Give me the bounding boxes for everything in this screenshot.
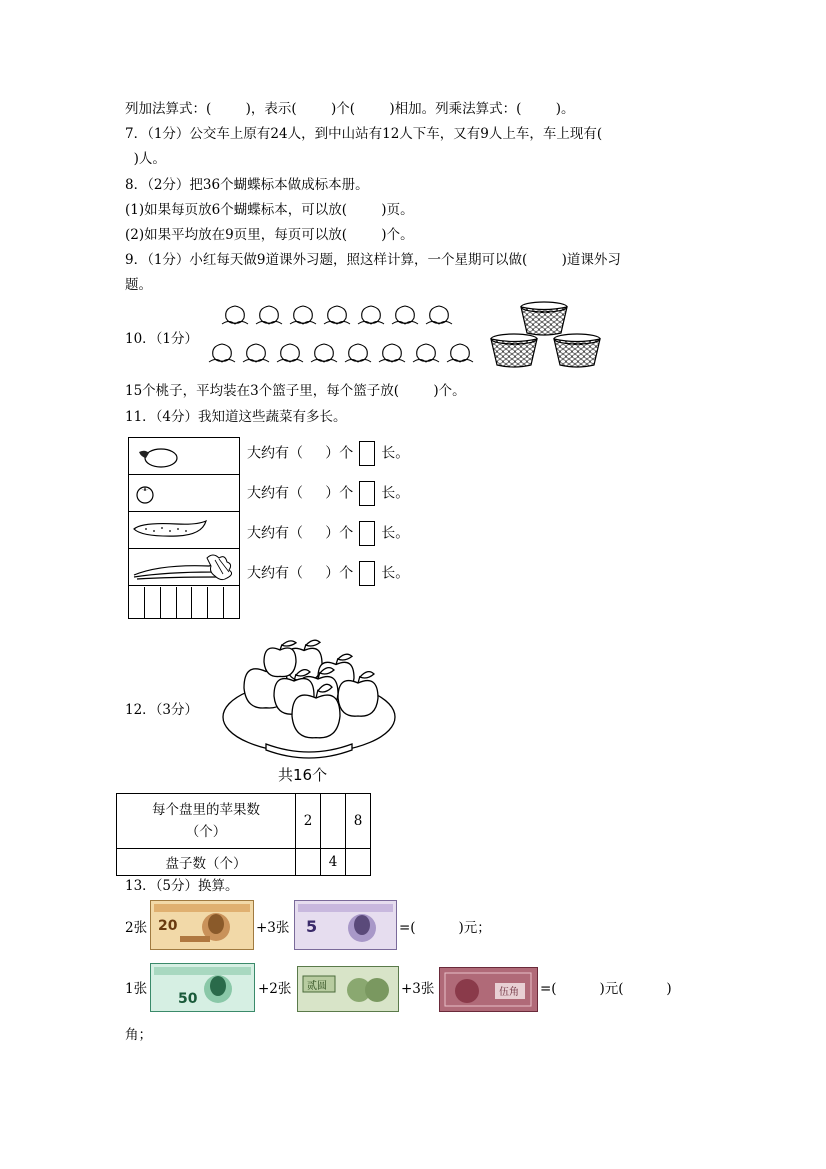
- equals-yuan-jiao: =( )元( ): [540, 981, 672, 997]
- q11-text: 11．（4分）我知道这些蔬菜有多长。: [125, 409, 347, 425]
- banknote-50-yuan-icon: [150, 963, 255, 1012]
- vegetable-length-grid: [128, 437, 240, 619]
- apple-plate-illustration: [218, 632, 400, 764]
- peach-icon: [247, 344, 266, 361]
- apple-icon: [264, 648, 296, 677]
- svg-text:20: 20: [158, 918, 178, 934]
- cucumber-icon: [132, 513, 212, 547]
- peach-icon: [417, 344, 436, 361]
- q6-formula-line: 列加法算式：( )，表示( )个( )相加。列乘法算式：( )。: [125, 101, 575, 117]
- svg-text:贰圆: 贰圆: [307, 981, 327, 992]
- tomato-icon: [133, 476, 163, 510]
- veg-answer-4: 大约有（ ）个 长。: [247, 561, 409, 586]
- peach-icon: [281, 344, 300, 361]
- peach-icon: [213, 344, 232, 361]
- peach-icon: [294, 306, 313, 323]
- peach-icon: [328, 306, 347, 323]
- banknote-5-jiao-icon: [439, 967, 538, 1012]
- row-label-apples-per-plate: 每个盘里的苹果数 （个）: [117, 794, 296, 849]
- svg-text:5: 5: [306, 917, 318, 936]
- money-count-2: 1张: [125, 981, 148, 997]
- peach-icon: [430, 306, 449, 323]
- veg-answer-2: 大约有（ ）个 长。: [247, 481, 409, 506]
- plus-count-3: +3张: [401, 981, 435, 997]
- unit-squares: [129, 587, 239, 618]
- q8-text: 8．（2分）把36个蝴蝶标本做成标本册。: [125, 177, 369, 193]
- peach-row-2: [209, 344, 473, 362]
- veg-answer-3: 大约有（ ）个 长。: [247, 521, 409, 546]
- unit-jiao-text: 角；: [125, 1027, 152, 1043]
- basket-2: [491, 334, 537, 367]
- equals-yuan-1: =( )元；: [399, 920, 491, 936]
- peach-icon: [362, 306, 381, 323]
- table-cell: [296, 849, 321, 876]
- peach-icon: [396, 306, 415, 323]
- tomato-row: [129, 475, 239, 512]
- q9-text: 9．（1分）小红每天做9道课外习题，照这样计算，一个星期可以做( )道课外习: [125, 252, 621, 268]
- peaches-illustration: [205, 300, 475, 372]
- unit-box-icon: [359, 481, 375, 506]
- plus-count-2: +2张: [258, 981, 292, 997]
- q10-text: 15个桃子，平均装在3个篮子里，每个篮子放( )个。: [125, 383, 466, 399]
- basket-3: [554, 334, 600, 367]
- money-count-1: 2张: [125, 920, 148, 936]
- unit-box-icon: [359, 561, 375, 586]
- cucumber-row: [129, 512, 239, 549]
- celery-row: [129, 549, 239, 586]
- q8-part1: (1)如果每页放6个蝴蝶标本，可以放( )页。: [125, 202, 414, 218]
- peach-icon: [315, 344, 334, 361]
- table-cell: 8: [346, 794, 371, 849]
- peach-icon: [349, 344, 368, 361]
- table-cell: 4: [321, 849, 346, 876]
- basket-1: [521, 302, 567, 335]
- row-label-plates: 盘子数（个）: [117, 849, 296, 876]
- q7-text: 7．（1分）公交车上原有24人，到中山站有12人下车，又有9人上车，车上现有(: [125, 126, 603, 142]
- veg-answer-1: 大约有（ ）个 长。: [247, 441, 409, 466]
- unit-box-icon: [359, 441, 375, 466]
- peach-icon: [383, 344, 402, 361]
- banknote-20-yuan-icon: [150, 900, 254, 950]
- peach-icon: [260, 306, 279, 323]
- peach-row-1: [222, 306, 452, 324]
- celery-icon: [131, 550, 239, 584]
- q12-label: 12．（3分）: [125, 702, 199, 718]
- unit-box-icon: [359, 521, 375, 546]
- q7-text-cont: )人。: [125, 151, 166, 167]
- apple-table: [116, 793, 371, 876]
- eggplant-icon: [133, 439, 193, 473]
- table-cell: [346, 849, 371, 876]
- apple-icon: [338, 681, 378, 717]
- baskets-illustration: [488, 300, 618, 375]
- svg-text:50: 50: [178, 991, 198, 1007]
- table-cell: [321, 794, 346, 849]
- plus-count-1: +3张: [256, 920, 290, 936]
- banknote-2-yuan-icon: [297, 966, 399, 1012]
- peach-icon: [226, 306, 245, 323]
- q13-text: 13．（5分）换算。: [125, 878, 239, 894]
- table-cell: 2: [296, 794, 321, 849]
- q9-text-cont: 题。: [125, 277, 152, 293]
- svg-text:伍角: 伍角: [499, 987, 519, 998]
- peach-icon: [451, 344, 470, 361]
- eggplant-row: [129, 438, 239, 475]
- apple-total-caption: 共16个: [278, 766, 328, 784]
- apple-icon: [292, 695, 340, 738]
- q8-part2: (2)如果平均放在9页里，每页可以放( )个。: [125, 227, 414, 243]
- q10-label: 10．（1分）: [125, 331, 199, 347]
- banknote-5-yuan-icon: [294, 900, 397, 950]
